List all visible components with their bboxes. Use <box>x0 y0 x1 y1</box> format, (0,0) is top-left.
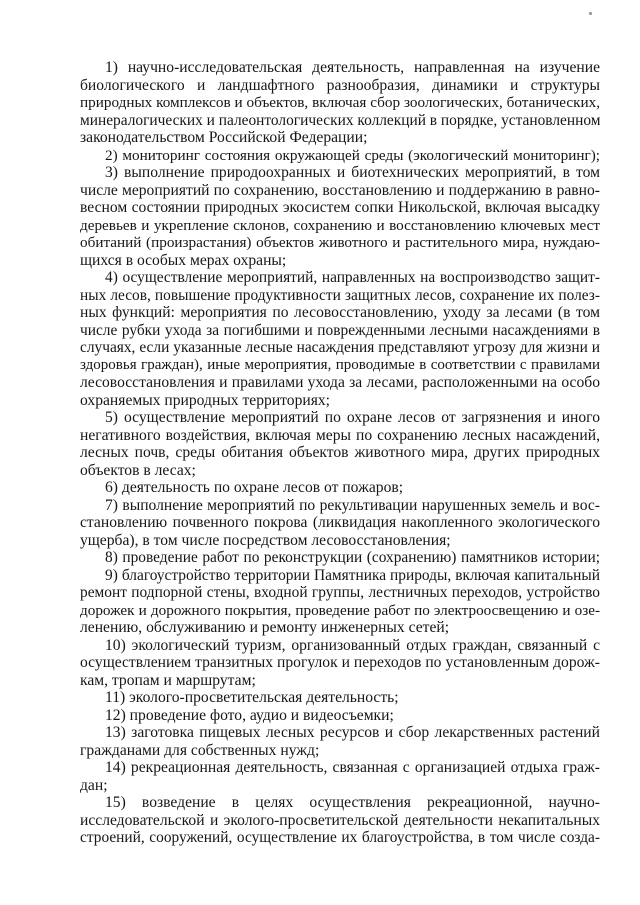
text-line: числе мероприятий по сохранению, восстановлению и поддержанию в равно- <box>80 181 600 199</box>
text-line: исследовательской и эколого-просветительской деятельности некапитальных <box>80 811 600 829</box>
text-line: ущерба), в том числе посредством лесовосстановления; <box>80 531 451 549</box>
text-line: биологического и ландшафтного разнообразия, динамики и структуры <box>80 76 600 94</box>
text-line: 11) эколого-просветительская деятельность; <box>105 689 399 706</box>
text-line: объектов в лесах; <box>80 461 196 479</box>
text-line: кам, тропам и маршрутам; <box>80 671 256 689</box>
text-line: становлению почвенного покрова (ликвидация накопленного экологического <box>80 514 600 531</box>
text-line: 15) возведение в целях осуществления рекреационной, научно- <box>105 794 600 811</box>
text-line: 1) научно-исследовательская деятельность, направленная на изучение <box>105 59 600 76</box>
text-line: деревьев и укрепление склонов, сохранению и восстановлению ключевых мест <box>80 216 600 234</box>
text-line: 2) мониторинг состояния окружающей среды (экологический мониторинг); <box>105 146 600 164</box>
text-line: природных комплексов и объектов, включая сбор зоологических, ботанических, <box>80 94 600 111</box>
text-line: негативного воздействия, включая меры по сохранению лесных насаждений, <box>80 426 600 444</box>
text-line: 9) благоустройство территории Памятника природы, включая капитальный <box>105 566 600 584</box>
text-line: здоровья граждан), иные мероприятия, проводимые в соответствии с правилами <box>80 356 600 373</box>
text-line: 4) осуществление мероприятий, направленных на воспроизводство защит- <box>105 269 600 286</box>
text-line: дан; <box>80 776 108 794</box>
text-line: гражданами для собственных нужд; <box>80 741 320 759</box>
text-line: весном состоянии природных экосистем сопки Никольской, включая высадку <box>80 199 600 216</box>
text-line: осуществлением транзитных прогулок и переходов по установленным дорож- <box>80 654 600 671</box>
text-line: 3) выполнение природоохранных и биотехнических мероприятий, в том <box>105 164 600 181</box>
text-line: охраняемых природных территориях; <box>80 391 331 409</box>
scan-mark <box>589 12 592 15</box>
text-line: лесовосстановления и правилами ухода за лесами, расположенными на особо <box>80 374 600 391</box>
text-line: 13) заготовка пищевых лесных ресурсов и сбор лекарственных растений <box>105 724 600 741</box>
text-line: ремонт подпорной стены, входной группы, лестничных переходов, устройство <box>80 584 600 601</box>
text-line: 7) выполнение мероприятий по рекультивации нарушенных земель и вос- <box>105 496 600 514</box>
text-line: дорожек и дорожного покрытия, проведение работ по электроосвещению и озе- <box>80 601 600 619</box>
text-line: числе рубки ухода за погибшими и поврежденными лесными насаждениями в <box>80 321 600 339</box>
text-line: случаях, если указанные лесные насаждения представляют угрозу для жизни и <box>80 339 600 356</box>
document-body <box>80 59 600 847</box>
text-line: 6) деятельность по охране лесов от пожаров; <box>105 479 404 496</box>
text-line: 10) экологический туризм, организованный отдых граждан, связанный с <box>105 636 600 654</box>
text-line: обитаний (произрастания) объектов животного и растительного мира, нуждаю- <box>80 234 600 251</box>
text-line: ных лесов, повышение продуктивности защитных лесов, сохранение их полез- <box>80 286 600 304</box>
text-line: ных функций: мероприятия по лесовосстановлению, уходу за лесами (в том <box>80 304 600 321</box>
text-line: ленению, обслуживанию и ремонту инженерных сетей; <box>80 619 450 636</box>
text-line: строений, сооружений, осуществление их благоустройства, в том числе созда- <box>80 829 600 846</box>
text-line: лесных почв, среды обитания объектов животного мира, других природных <box>80 444 600 461</box>
text-line: щихся в особых мерах охраны; <box>80 251 287 269</box>
text-line: законодательством Российской Федерации; <box>80 129 368 146</box>
text-line: 8) проведение работ по реконструкции (сохранению) памятников истории; <box>105 549 600 566</box>
text-line: 14) рекреационная деятельность, связанная с организацией отдыха граж- <box>105 759 600 776</box>
text-line: 5) осуществление мероприятий по охране лесов от загрязнения и иного <box>105 409 600 426</box>
text-line: минералогических и палеонтологических коллекций в порядке, установленном <box>80 111 601 129</box>
text-line: 12) проведение фото, аудио и видеосъемки; <box>105 706 394 724</box>
